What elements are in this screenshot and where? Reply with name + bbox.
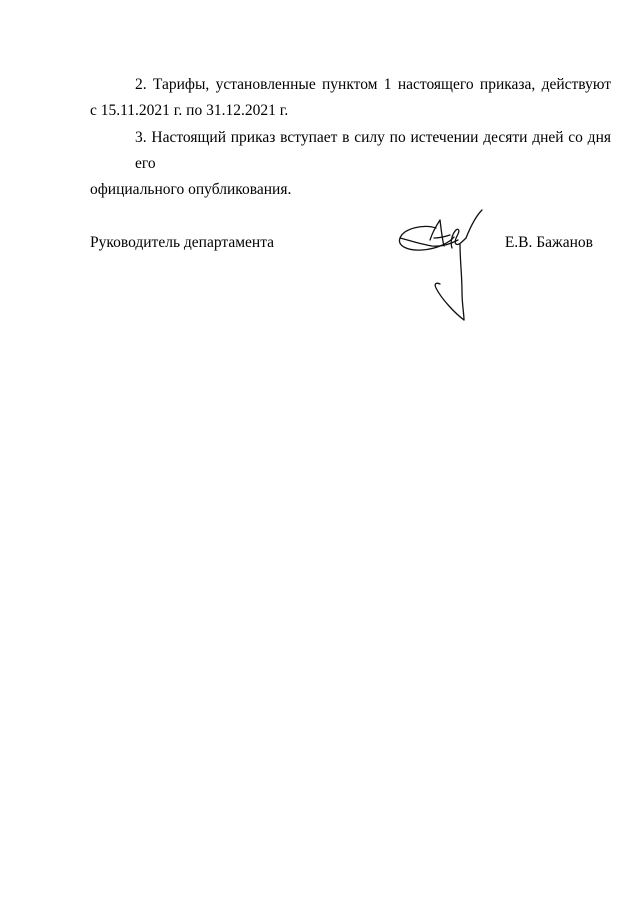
paragraph-3-line-1: 3. Настоящий приказ вступает в силу по истечении десяти дней со дня его	[135, 129, 611, 172]
paragraph-2	[90, 72, 611, 124]
paragraph-2-line-2: с 15.11.2021 г. по 31.12.2021 г.	[90, 102, 289, 119]
signature-row	[90, 233, 611, 263]
signatory-name: Е.В. Бажанов	[504, 234, 593, 251]
paragraph-2-line-1: 2. Тарифы, установленные пунктом 1 настоящего приказа, действуют	[135, 76, 611, 93]
paragraph-3-line-2: официального опубликования.	[90, 181, 292, 198]
paragraph-3	[90, 125, 611, 203]
handwritten-signature-icon	[394, 204, 494, 326]
position-title: Руководитель департамента	[90, 234, 275, 251]
